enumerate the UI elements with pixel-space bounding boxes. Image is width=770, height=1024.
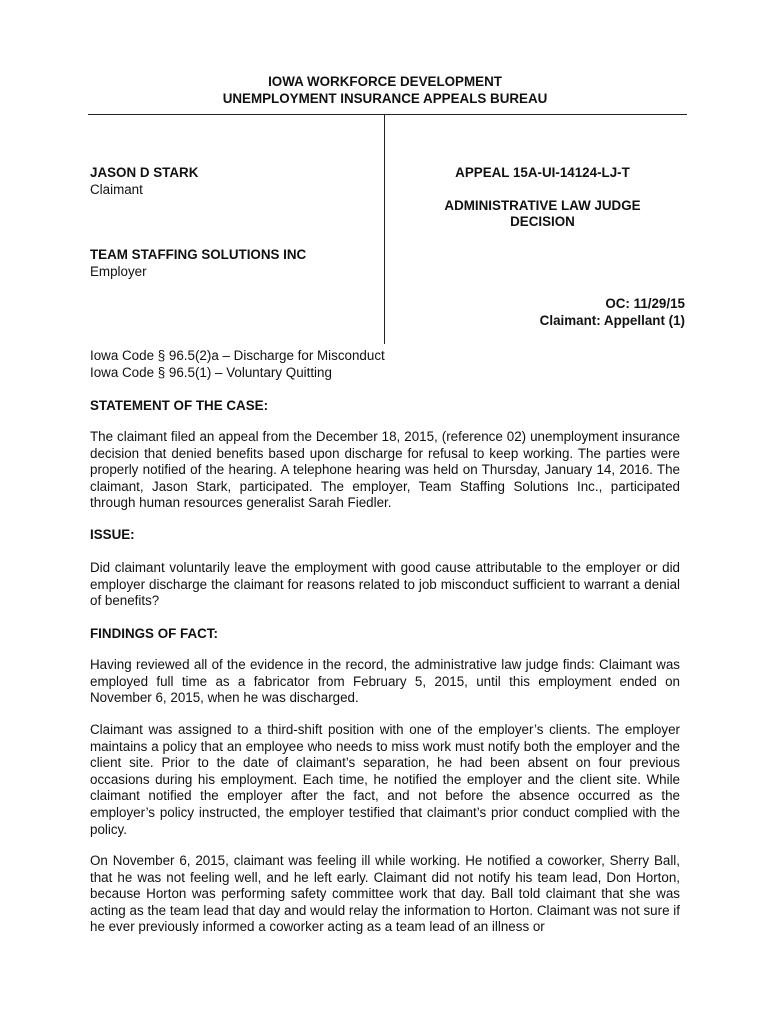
decision-title-line2: DECISION [510, 214, 575, 229]
decision-title-line1: ADMINISTRATIVE LAW JUDGE [444, 198, 641, 213]
statement-paragraph: The claimant filed an appeal from the December 18, 2015, (reference 02) unemployment insurance decision that denied benefits based upon discharge for refusal to keep working. The parties were properly notified of the hearing. A telephone hearing was held on Thursday, January 14, 2016. The claimant, Jason Stark, participated. The employer, Team Staffing Solutions Inc., participated through human resources generalist Sarah Fiedler. [90, 429, 680, 511]
code-citation: Iowa Code § 96.5(1) – Voluntary Quitting [90, 365, 332, 380]
header-rule [88, 114, 687, 115]
findings-heading: FINDINGS OF FACT: [90, 626, 218, 641]
findings-paragraph-2: Claimant was assigned to a third-shift position with one of the employer’s clients. The employer maintains a policy that an employee who needs to miss work must notify both the employer and the client site. Prior to the date of claimant’s separation, he had been absent on four previous occasions during his employment. Each time, he notified the employer and the client site. While claimant notified the employer after the fact, and not before the absence occurred as the employer’s policy instructed, the employer testified that claimant’s prior conduct complied with the policy. [90, 722, 680, 837]
claimant-role: Claimant [90, 182, 143, 197]
column-divider [384, 114, 385, 344]
statement-heading: STATEMENT OF THE CASE: [90, 398, 269, 413]
issue-paragraph: Did claimant voluntarily leave the employment with good cause attributable to the employer or did employer discharge the claimant for reasons related to job misconduct sufficient to warrant a denial of benefits? [90, 560, 680, 609]
appellant-status: Claimant: Appellant (1) [539, 313, 685, 328]
appeal-number: APPEAL 15A-UI-14124-LJ-T [455, 165, 630, 180]
oc-date: OC: 11/29/15 [605, 296, 685, 311]
agency-title: IOWA WORKFORCE DEVELOPMENT [268, 74, 502, 89]
claimant-name: JASON D STARK [90, 165, 199, 180]
code-citation: Iowa Code § 96.5(2)a – Discharge for Misconduct [90, 348, 385, 363]
findings-paragraph-1: Having reviewed all of the evidence in the record, the administrative law judge finds: Claimant was employed full time as a fabricator from February 5, 2015, until this employment ended on November 6, 2015, when he was discharged. [90, 657, 680, 706]
employer-name: TEAM STAFFING SOLUTIONS INC [90, 247, 307, 262]
findings-paragraph-3: On November 6, 2015, claimant was feeling ill while working. He notified a coworker, Sherry Ball, that he was not feeling well, and he left early. Claimant did not notify his team lead, Don Horton, because Horton was performing safety committee work that day. Ball told claimant that she was acting as the team lead that day and would relay the information to Horton. Claimant was not sure if he ever previously informed a coworker acting as a team lead of an illness or [90, 853, 680, 935]
bureau-title: UNEMPLOYMENT INSURANCE APPEALS BUREAU [222, 91, 548, 106]
issue-heading: ISSUE: [90, 527, 135, 542]
employer-role: Employer [90, 264, 147, 279]
